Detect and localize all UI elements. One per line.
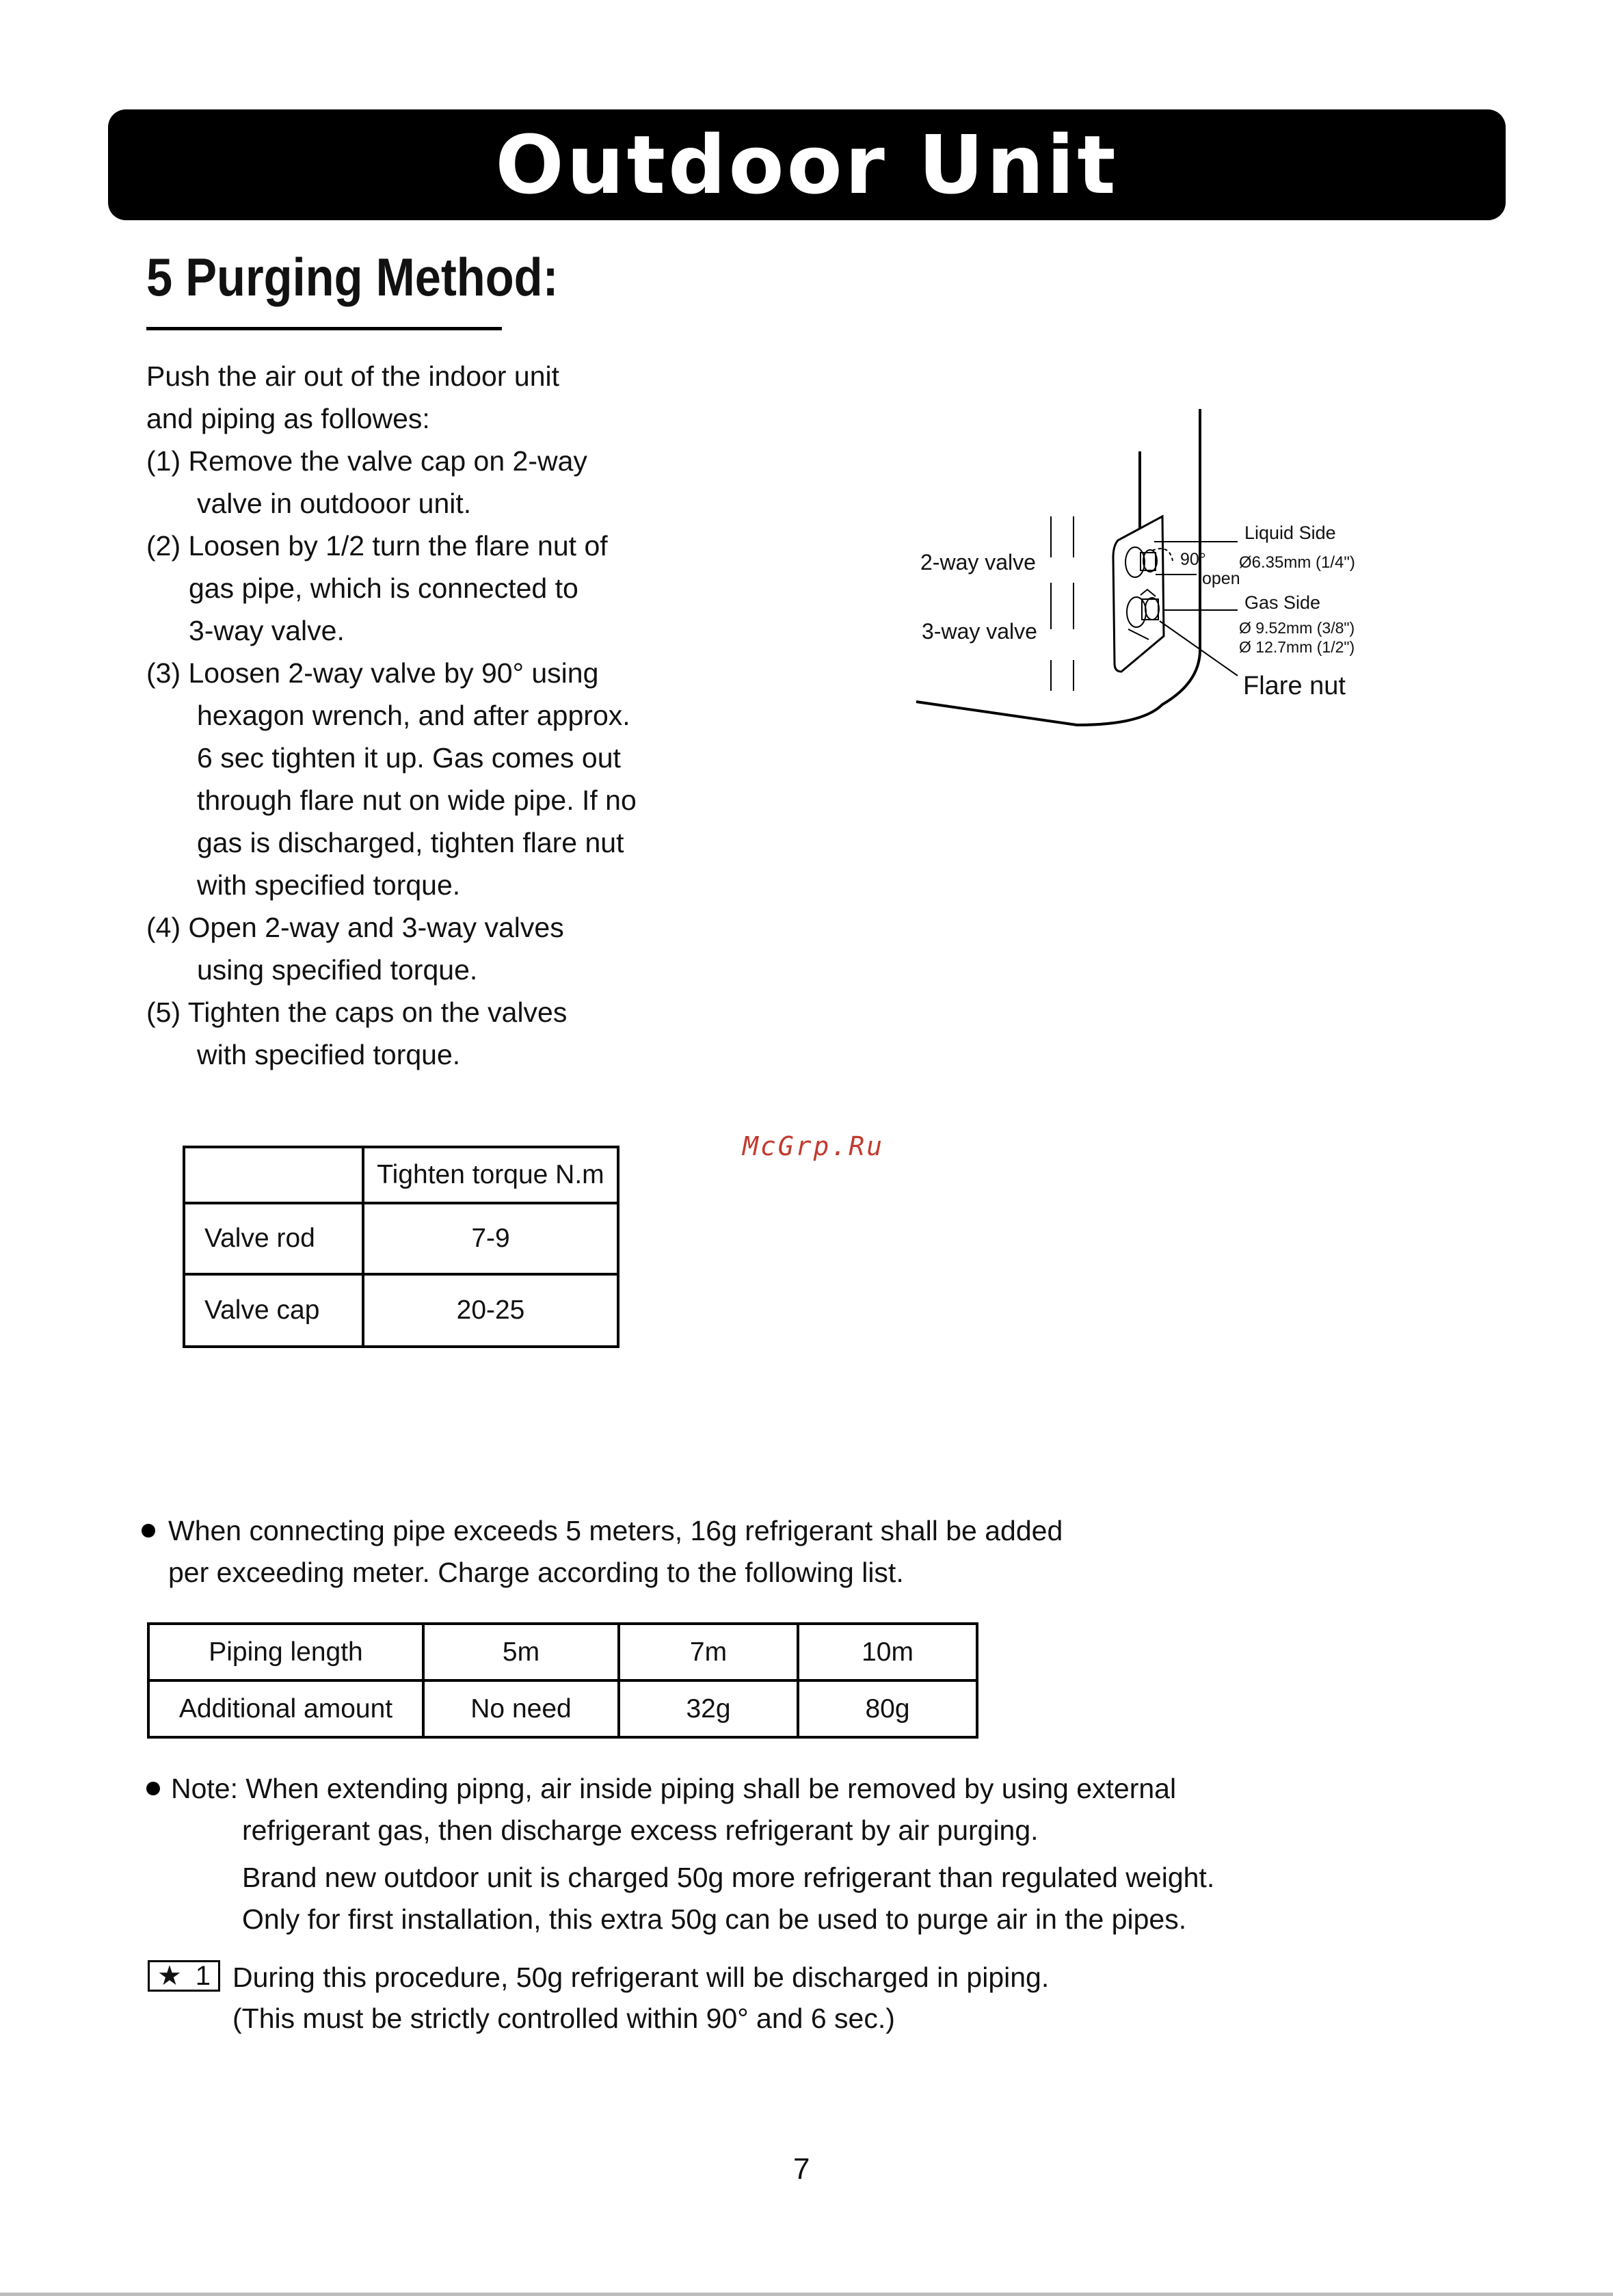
note-line: Only for first installation, this extra 50g can be used to purge air in the pipes. — [242, 1903, 1187, 1935]
gas-size-1-label: Ø 9.52mm (3/8") — [1239, 619, 1355, 637]
table-cell — [184, 1147, 363, 1203]
refrigerant-note-line: When connecting pipe exceeds 5 meters, 16g refrigerant shall be added — [168, 1515, 1063, 1546]
step-1: (1) Remove the valve cap on 2-way — [146, 445, 587, 477]
step-2-cont: 3-way valve. — [189, 615, 345, 646]
table-cell: Valve cap — [184, 1274, 363, 1347]
three-way-valve-label: 3-way valve — [922, 619, 1037, 644]
step-4: (4) Open 2-way and 3-way valves — [146, 912, 564, 943]
valve-diagram — [909, 404, 1402, 745]
table-cell: 10m — [798, 1624, 977, 1680]
torque-table — [183, 1146, 619, 1348]
step-3-cont: hexagon wrench, and after approx. — [197, 700, 630, 731]
watermark-text: McGrp.Ru — [743, 1131, 885, 1161]
step-3-cont: 6 sec tighten it up. Gas comes out — [197, 742, 621, 774]
step-3-cont: gas is discharged, tighten flare nut — [197, 827, 624, 858]
purging-steps — [146, 440, 637, 1076]
star-note-box — [148, 1960, 220, 1992]
note-line: Brand new outdoor unit is charged 50g more refrigerant than regulated weight. — [242, 1862, 1215, 1893]
step-4-cont: using specified torque. — [197, 954, 478, 986]
page-title: Outdoor Unit — [495, 118, 1119, 212]
table-cell: 32g — [619, 1680, 798, 1737]
table-row — [184, 1203, 618, 1274]
table-cell: 7-9 — [363, 1203, 618, 1274]
star-note-number: 1 — [195, 1960, 211, 1991]
table-cell: 20-25 — [363, 1274, 618, 1347]
section-underline — [146, 327, 502, 330]
note-line: refrigerant gas, then discharge excess refrigerant by air purging. — [242, 1815, 1039, 1846]
flare-nut-label: Flare nut — [1243, 672, 1346, 700]
table-header-cell: Piping length — [148, 1624, 423, 1680]
table-cell: Valve rod — [184, 1203, 363, 1274]
piping-length-table — [147, 1622, 978, 1739]
step-2-cont: gas pipe, which is connected to — [189, 572, 578, 604]
table-header-cell: Additional amount — [148, 1680, 423, 1737]
table-cell: 7m — [619, 1624, 798, 1680]
note-line: Note: When extending pipng, air inside piping shall be removed by using external — [171, 1773, 1177, 1804]
valve-panel — [1113, 516, 1164, 672]
table-row — [148, 1680, 977, 1737]
section-heading: 5 Purging Method: — [146, 247, 559, 307]
table-row — [148, 1624, 977, 1680]
page-number: 7 — [793, 2152, 810, 2186]
gas-side-label: Gas Side — [1244, 592, 1321, 613]
two-way-valve-label: 2-way valve — [920, 550, 1036, 575]
pipes — [1051, 516, 1074, 691]
intro-line: and piping as followes: — [146, 403, 430, 434]
step-1-cont: valve in outdooor unit. — [197, 488, 472, 519]
intro-line: Push the air out of the indoor unit — [146, 360, 560, 392]
bullet-icon — [142, 1524, 155, 1538]
bullet-icon — [146, 1782, 160, 1795]
intro-paragraph — [146, 355, 559, 440]
table-cell: No need — [423, 1680, 619, 1737]
angle-label: 90° — [1180, 550, 1206, 569]
star-note-line: During this procedure, 50g refrigerant will be discharged in piping. — [232, 1962, 1050, 1993]
liquid-size-label: Ø6.35mm (1/4") — [1239, 553, 1355, 572]
step-3: (3) Loosen 2-way valve by 90° using — [146, 657, 599, 689]
table-row — [184, 1274, 618, 1347]
liquid-side-label: Liquid Side — [1244, 523, 1336, 543]
open-label: open — [1202, 569, 1240, 588]
star-icon: ★ — [157, 1961, 182, 1991]
refrigerant-note-line: per exceeding meter. Charge according to the following list. — [168, 1557, 904, 1588]
star-note-line: (This must be strictly controlled within 90° and 6 sec.) — [232, 2003, 895, 2034]
step-5: (5) Tighten the caps on the valves — [146, 997, 568, 1028]
step-3-cont: with specified torque. — [197, 869, 461, 901]
table-cell: 5m — [423, 1624, 619, 1680]
table-row — [184, 1147, 618, 1203]
table-header-cell: Tighten torque N.m — [363, 1147, 618, 1203]
table-cell: 80g — [798, 1680, 977, 1737]
step-2: (2) Loosen by 1/2 turn the flare nut of — [146, 530, 608, 562]
bottom-rule — [0, 2293, 1613, 2296]
step-5-cont: with specified torque. — [197, 1039, 461, 1070]
gas-size-2-label: Ø 12.7mm (1/2") — [1239, 638, 1355, 656]
step-3-cont: through flare nut on wide pipe. If no — [197, 784, 637, 816]
